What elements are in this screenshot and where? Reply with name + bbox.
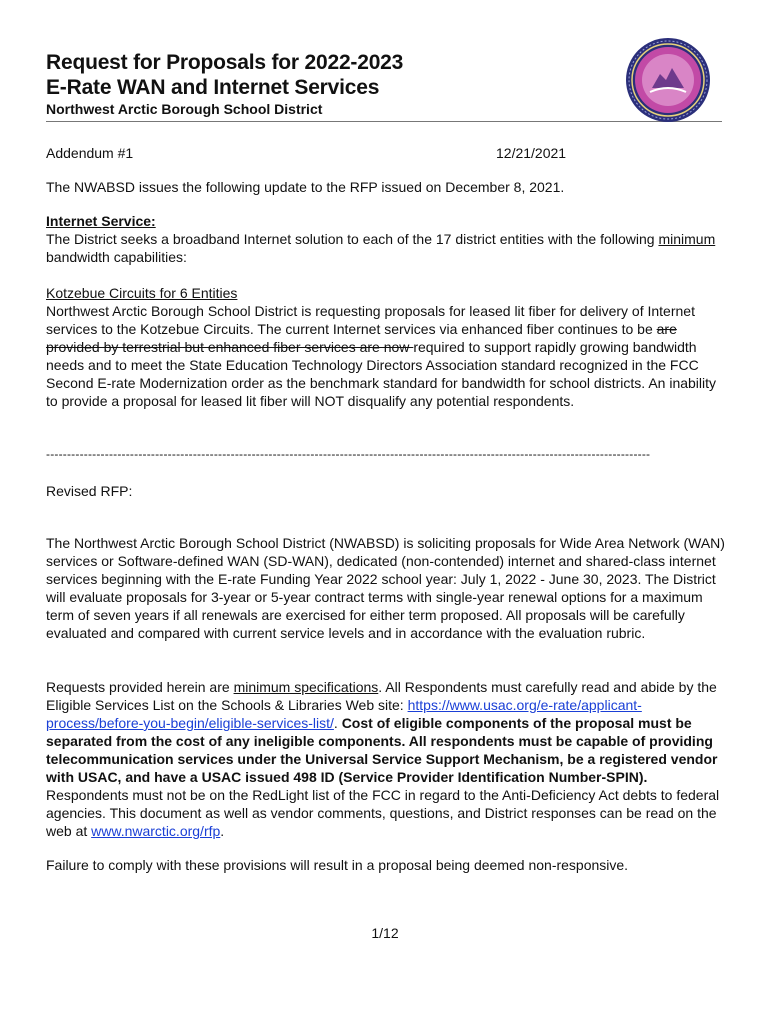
kotzebue-text: Northwest Arctic Borough School District is requesting proposals for leased lit fiber for delivery of Internet services to the Kotzebue Circuits. The current Internet services via enhanced fiber continues to be are provided by terrestrial but enhanced fiber services are now required to support rapidly growing bandwidth needs and to meet the State Education Technology Directors Association standard recognized in the FCC Second E-rate Modernization order as the benchmark standard for bandwidth for school districts. An inability to provide a proposal for leased lit fiber will NOT disqualify any potential respondents. (46, 303, 717, 409)
page-number: 1/12 (371, 925, 399, 941)
district-seal-logo (624, 36, 712, 124)
minimum-specifications: minimum specifications (233, 679, 379, 695)
usac-eligible-services-link[interactable]: https://www.usac.org/e-rate/applicant-process/before-you-begin/eligible-services-list/ (46, 697, 642, 731)
document-title (46, 50, 403, 100)
district-name: Northwest Arctic Borough School District (46, 101, 323, 117)
kotzebue-heading: Kotzebue Circuits for 6 Entities (46, 285, 238, 301)
nwarctic-rfp-link[interactable]: www.nwarctic.org/rfp (91, 823, 221, 839)
revised-paragraph-3: Failure to comply with these provisions will result in a proposal being deemed non-responsive. (46, 857, 629, 873)
dashed-separator: ------------------------------------------------------------------------------------------------------------------------------------------------ (46, 447, 651, 461)
revised-paragraph-2: Requests provided herein are minimum specifications. All Respondents must carefully read and abide by the Eligible Services List on the Schools & Libraries Web site: https://www.usac.org/e-rate/applicant-process/before-you-begin/eligible-services-list/. Cost of eligible components of the proposal must be separated from the cost of any ineligible components. All respondents must be capable of providing telecommunication services under the Universal Service Support Mechanism, be a registered vendor with USAC, and have a USAC issued 498 ID (Service Provider Identification Number-SPIN). Respondents must not be on the RedLight list of the FCC in regard to the Anti-Deficiency Act debts to federal agencies. This document as well as vendor comments, questions, and District responses can be read on the web at www.nwarctic.org/rfp. (46, 679, 720, 839)
internet-service-heading: Internet Service: (46, 213, 156, 229)
kotzebue-section (46, 284, 726, 410)
header-divider (46, 121, 722, 122)
intro-text: The NWABSD issues the following update to the RFP issued on December 8, 2021. (46, 179, 565, 195)
revised-rfp-label: Revised RFP: (46, 483, 133, 499)
addendum-number: Addendum #1 (46, 145, 134, 161)
internet-service-text: The District seeks a broadband Internet solution to each of the 17 district entities with the following minimum bandwidth capabilities: (46, 231, 716, 265)
addendum-date: 12/21/2021 (496, 145, 567, 161)
title-line-2: E-Rate WAN and Internet Services (46, 76, 380, 99)
minimum-underlined: minimum (658, 231, 716, 247)
internet-service-section (46, 212, 726, 266)
title-line-1: Request for Proposals for 2022-2023 (46, 51, 404, 74)
bold-requirements: Cost of eligible components of the proposal must be separated from the cost of any ineligible components. All respondents must be capable of providing telecommunication services under the Universal Service Support Mechanism, be a registered vendor with USAC, and have a USAC issued 498 ID (Service Provider Identification Number-SPIN). (46, 715, 718, 785)
struck-text: are provided by terrestrial but enhanced fiber services are now (46, 321, 677, 355)
revised-paragraph-1: The Northwest Arctic Borough School District (NWABSD) is soliciting proposals for Wide Area Network (WAN) services or Software-defined WAN (SD-WAN), dedicated (non-contended) internet and shared-class internet services beginning with the E-rate Funding Year 2022 school year: July 1, 2022 - June 30, 2023. The District will evaluate proposals for 3-year or 5-year contract terms with single-year renewal options for a maximum term of seven years if all renewals are exercised for either term proposed. All proposals will be carefully evaluated and compared with current service levels and in accordance with the evaluation rubric. (46, 535, 725, 641)
